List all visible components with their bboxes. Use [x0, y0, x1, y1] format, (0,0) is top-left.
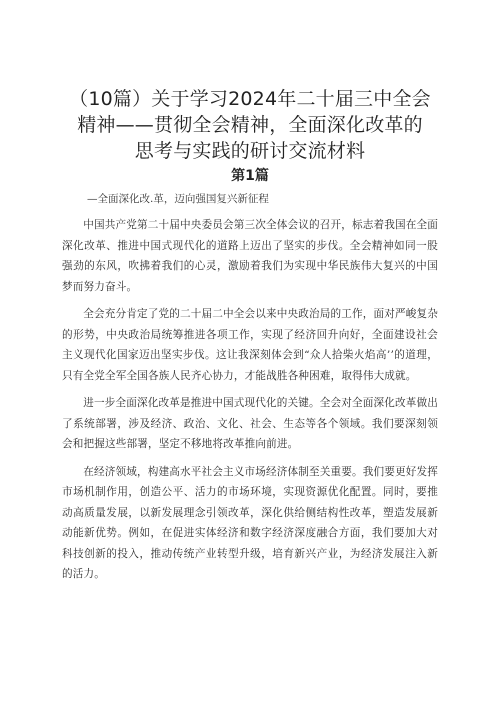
paragraph-3: 进一步全面深化改革是推进中国式现代化的关键。全会对全面深化改革做出了系统部署，涉及经济、政治、文化、社会、生态等各个领域。我们要深刻领会和把握这些部署，坚定不移地将改革推向前进。	[62, 397, 438, 450]
chapter-heading: 第1篇	[231, 168, 269, 184]
body-text	[62, 215, 438, 592]
title-line-1: （10篇）关于学习2024年二十届三中全会	[69, 88, 431, 110]
title-line-3: 思考与实践的研讨交流材料	[134, 140, 366, 162]
title-line-2: 精神——贯彻全会精神，全面深化改革的	[77, 114, 423, 136]
paragraph-1: 中国共产党第二十届中央委员会第三次全体会议的召开，标志着我国在全面深化改革、推进中国式现代化的道路上迈出了坚实的步伐。全会精神如同一股强劲的东风，吹拂着我们的心灵，激励着我们为实现中华民族伟大复兴的中国梦而努力奋斗。	[62, 219, 438, 293]
paragraph-2: 全会充分肯定了党的二十届二中全会以来中央政治局的工作，面对严峻复杂的形势，中央政治局统筹推进各项工作，实现了经济回升向好，全面建设社会主义现代化国家迈出坚实步伐。这让我深刻体会到“众人拾柴火焰高’’的道理，只有全党全军全国各族人民齐心协力，才能战胜各种困难，取得伟大成就。	[62, 308, 438, 382]
chapter-subtitle: —全面深化改.革，迈向强国复兴新征程	[87, 193, 269, 205]
document-title	[40, 86, 460, 164]
paragraph-4: 在经济领域，构建高水平社会主义市场经济体制至关重要。我们要更好发挥市场机制作用，创造公平、活力的市场环境，实现资源优化配置。同时，要推动高质量发展，以新发展理念引领改革，深化供给侧结构性改革，塑造发展新动能新优势。例如，在促进实体经济和数字经济深度融合方面，我们要加大对科技创新的投入，推动传统产业转型升级，培育新兴产业，为经济发展注入新的活力。	[62, 465, 438, 580]
